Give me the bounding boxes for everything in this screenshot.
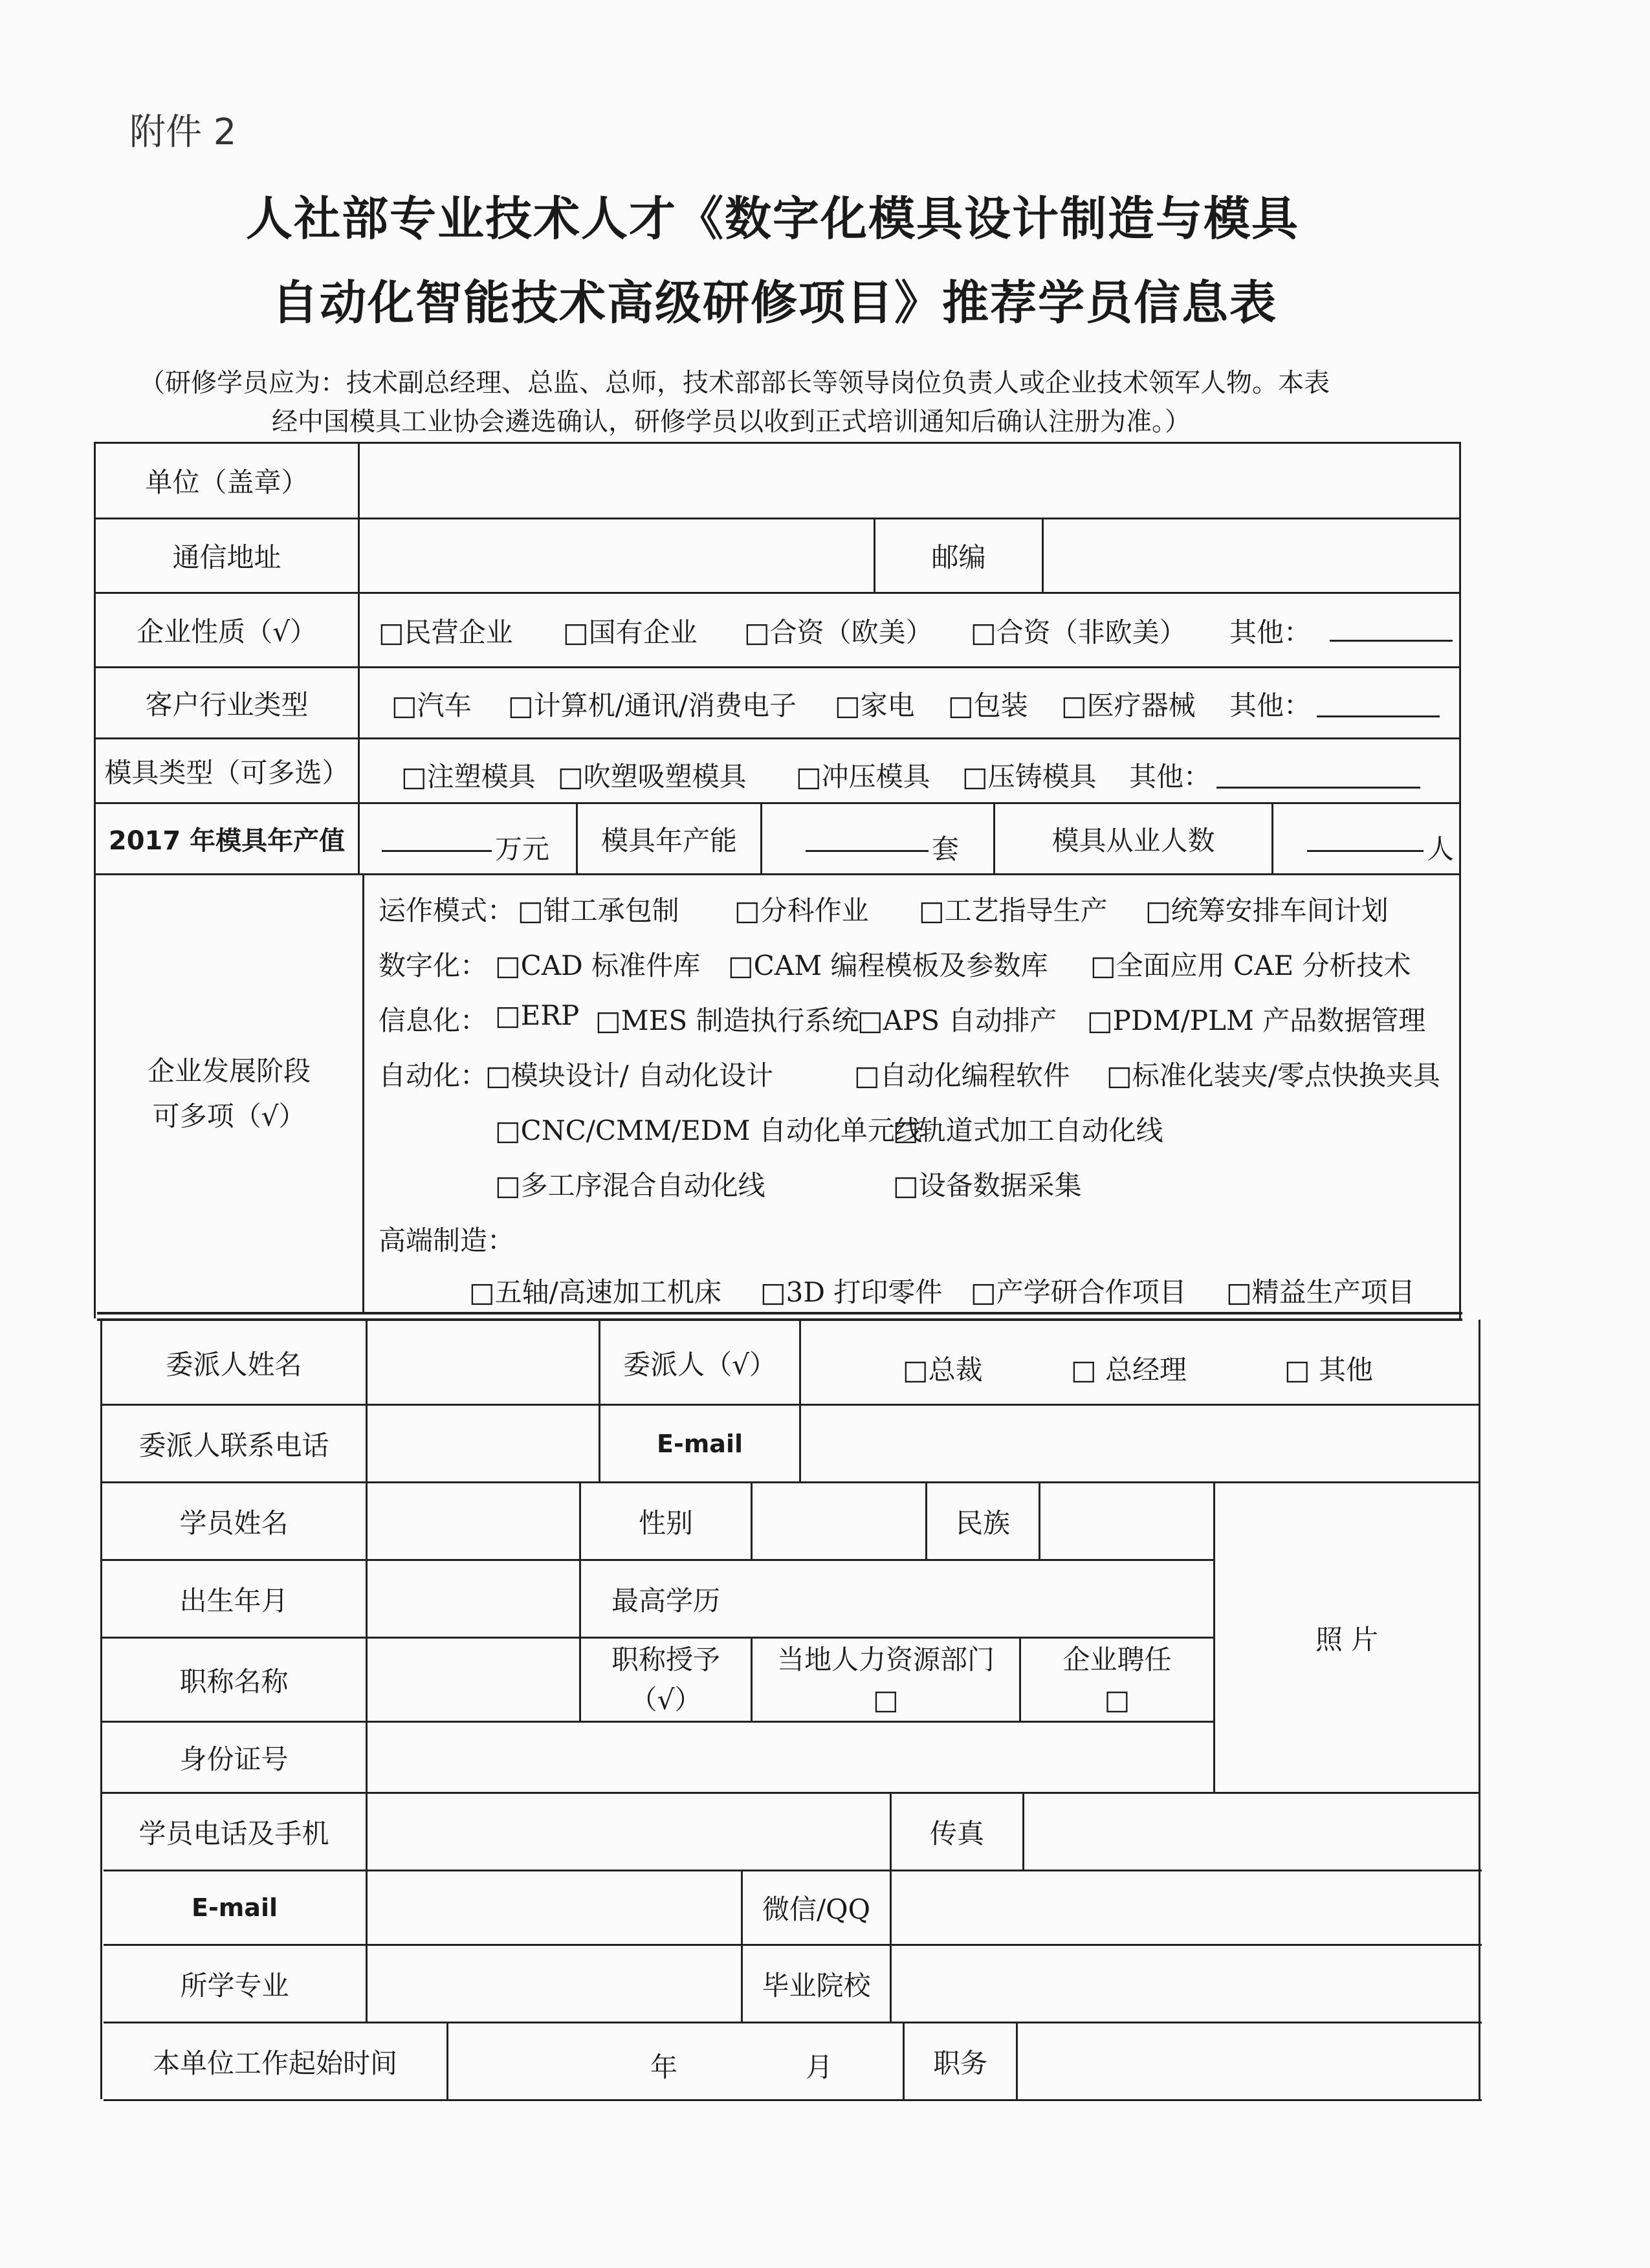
position-field[interactable]	[1018, 2023, 1479, 2099]
output-label: 2017 年模具年产值	[108, 826, 346, 856]
high-end-option-research[interactable]: □产学研合作项目	[971, 1276, 1187, 1308]
digital-option-cae[interactable]: □全面应用 CAE 分析技术	[1090, 950, 1411, 981]
information-option-pdm[interactable]: □PDM/PLM 产品数据管理	[1087, 1005, 1426, 1036]
operation-option-fitter[interactable]: □钳工承包制	[518, 895, 679, 926]
ethnicity-field[interactable]	[1040, 1483, 1213, 1559]
delegate-role-label: 委派人（√）	[623, 1348, 776, 1380]
company-hire-option[interactable]: 企业聘任 □	[1062, 1643, 1172, 1716]
automation-option-cell[interactable]: □CNC/CMM/EDM 自动化单元线	[495, 1115, 922, 1146]
wechat-label: 微信/QQ	[762, 1893, 871, 1925]
capacity-unit: 套	[932, 833, 960, 865]
note-line1: （研修学员应为：技术副总经理、总监、总师，技术部部长等领导岗位负责人或企业技术领军人物。本表	[139, 368, 1330, 398]
major-label: 所学专业	[180, 1969, 289, 2001]
major-field[interactable]	[368, 1946, 741, 2022]
title-grant-label: 职称授予 （√）	[611, 1643, 720, 1716]
unit-field[interactable]	[360, 444, 1459, 518]
digital-option-cam[interactable]: □CAM 编程模板及参数库	[728, 950, 1048, 981]
student-name-field[interactable]	[368, 1483, 579, 1559]
nature-option-other: 其他：	[1229, 616, 1312, 648]
delegate-phone-label: 委派人联系电话	[138, 1429, 329, 1461]
mold-option-stamping[interactable]: □冲压模具	[796, 761, 930, 792]
high-end-label: 高端制造：	[379, 1225, 515, 1256]
nature-option-state[interactable]: □国有企业	[563, 616, 698, 648]
industry-other-blank[interactable]	[1317, 693, 1440, 717]
education-field[interactable]	[753, 1561, 1213, 1637]
postcode-label: 邮编	[931, 541, 986, 573]
birth-field[interactable]	[368, 1561, 579, 1637]
industry-label: 客户行业类型	[145, 688, 309, 721]
title-name-label: 职称名称	[179, 1665, 289, 1697]
staff-unit: 人	[1427, 833, 1455, 865]
mold-type-label: 模具类型（可多选）	[104, 756, 349, 789]
unit-label: 单位（盖章）	[145, 466, 309, 498]
nature-other-blank[interactable]	[1330, 618, 1453, 642]
student-email-label: E-mail	[191, 1893, 278, 1922]
ethnicity-label: 民族	[955, 1507, 1010, 1539]
student-phone-field[interactable]	[368, 1794, 890, 1870]
nature-option-jv-other[interactable]: □合资（非欧美）	[971, 616, 1187, 648]
capacity-blank[interactable]	[806, 828, 929, 852]
start-month-label: 月	[806, 2051, 833, 2083]
fax-field[interactable]	[1024, 1794, 1479, 1870]
automation-option-data[interactable]: □设备数据采集	[893, 1170, 1082, 1201]
postcode-field[interactable]	[1044, 519, 1459, 592]
delegate-phone-field[interactable]	[368, 1406, 599, 1481]
industry-option-computer[interactable]: □计算机/通讯/消费电子	[508, 690, 797, 721]
delegate-email-label: E-mail	[656, 1429, 743, 1458]
output-unit: 万元	[495, 833, 550, 865]
student-phone-label: 学员电话及手机	[138, 1817, 329, 1849]
hr-dept-option[interactable]: 当地人力资源部门 □	[776, 1643, 995, 1716]
delegate-role-other[interactable]: □ 其他	[1284, 1354, 1374, 1386]
operation-label: 运作模式：	[379, 895, 515, 926]
industry-option-medical[interactable]: □医疗器械	[1061, 690, 1196, 721]
automation-option-rail[interactable]: □轨道式加工自动化线	[893, 1115, 1163, 1146]
capacity-label: 模具年产能	[600, 824, 737, 856]
wechat-field[interactable]	[892, 1871, 1479, 1944]
delegate-name-field[interactable]	[368, 1322, 599, 1404]
id-field[interactable]	[368, 1723, 1213, 1792]
staff-blank[interactable]	[1307, 828, 1424, 852]
automation-option-programming[interactable]: □自动化编程软件	[854, 1060, 1070, 1091]
mold-option-other: 其他：	[1129, 761, 1211, 792]
industry-option-auto[interactable]: □汽车	[391, 690, 472, 721]
industry-option-other: 其他：	[1229, 690, 1312, 721]
delegate-name-label: 委派人姓名	[166, 1348, 302, 1380]
mold-option-blow[interactable]: □吹塑吸塑模具	[558, 761, 747, 792]
start-date-label: 本单位工作起始时间	[152, 2047, 397, 2079]
digital-label: 数字化：	[379, 950, 488, 981]
automation-option-module[interactable]: □模块设计/ 自动化设计	[485, 1060, 774, 1091]
information-label: 信息化：	[379, 1005, 488, 1036]
mold-other-blank[interactable]	[1216, 765, 1420, 789]
student-email-field[interactable]	[368, 1871, 741, 1944]
note-line2: 经中国模具工业协会遴选确认，研修学员以收到正式培训通知后确认注册为准。）	[272, 407, 1191, 437]
delegate-email-field[interactable]	[801, 1406, 1479, 1481]
address-label: 通信地址	[172, 541, 281, 573]
industry-option-appliance[interactable]: □家电	[835, 690, 915, 721]
operation-option-planning[interactable]: □统筹安排车间计划	[1145, 895, 1389, 926]
mold-option-diecast[interactable]: □压铸模具	[962, 761, 1097, 792]
automation-option-mixed[interactable]: □多工序混合自动化线	[495, 1170, 765, 1201]
position-label: 职务	[932, 2047, 987, 2079]
school-label: 毕业院校	[762, 1969, 871, 2001]
operation-option-division[interactable]: □分科作业	[734, 895, 869, 926]
delegate-role-gm[interactable]: □ 总经理	[1071, 1354, 1187, 1386]
id-label: 身份证号	[179, 1743, 289, 1775]
mold-option-injection[interactable]: □注塑模具	[401, 761, 536, 792]
industry-option-packaging[interactable]: □包装	[948, 690, 1028, 721]
high-end-option-5axis[interactable]: □五轴/高速加工机床	[469, 1276, 721, 1308]
information-option-aps[interactable]: □APS 自动排产	[857, 1005, 1057, 1036]
photo-box[interactable]: 照 片	[1315, 1623, 1379, 1655]
high-end-option-lean[interactable]: □精益生产项目	[1226, 1276, 1415, 1308]
delegate-role-president[interactable]: □总裁	[903, 1354, 983, 1386]
high-end-option-3d[interactable]: □3D 打印零件	[760, 1276, 943, 1308]
gender-field[interactable]	[753, 1483, 925, 1559]
information-option-mes[interactable]: □MES 制造执行系统	[595, 1005, 859, 1036]
student-name-label: 学员姓名	[179, 1507, 289, 1539]
start-date-field[interactable]	[448, 2023, 903, 2099]
form-title-line1: 人社部专业技术人才《数字化模具设计制造与模具	[246, 191, 1300, 246]
form-title-line2: 自动化智能技术高级研修项目》推荐学员信息表	[272, 276, 1278, 330]
stage-label: 企业发展阶段 可多项（√）	[147, 1054, 311, 1132]
address-field[interactable]	[360, 519, 874, 592]
title-name-field[interactable]	[368, 1639, 579, 1721]
start-year-label: 年	[650, 2051, 678, 2083]
operation-option-process[interactable]: □工艺指导生产	[919, 895, 1108, 926]
information-option-erp[interactable]: □ERP	[495, 999, 580, 1031]
birth-label: 出生年月	[179, 1584, 289, 1617]
automation-option-fixture[interactable]: □标准化装夹/零点快换夹具	[1106, 1060, 1440, 1091]
nature-option-jv-western[interactable]: □合资（欧美）	[744, 616, 933, 648]
attachment-label: 附件 2	[129, 111, 237, 153]
nature-option-private[interactable]: □民营企业	[379, 616, 513, 648]
fax-label: 传真	[929, 1817, 984, 1849]
staff-label: 模具从业人数	[1051, 824, 1215, 856]
digital-option-cad[interactable]: □CAD 标准件库	[495, 950, 701, 981]
gender-label: 性别	[638, 1507, 693, 1539]
automation-label: 自动化：	[379, 1060, 488, 1091]
nature-label: 企业性质（√）	[137, 616, 317, 648]
output-blank[interactable]	[382, 828, 492, 852]
education-label: 最高学历	[611, 1584, 720, 1617]
school-field[interactable]	[892, 1946, 1479, 2022]
